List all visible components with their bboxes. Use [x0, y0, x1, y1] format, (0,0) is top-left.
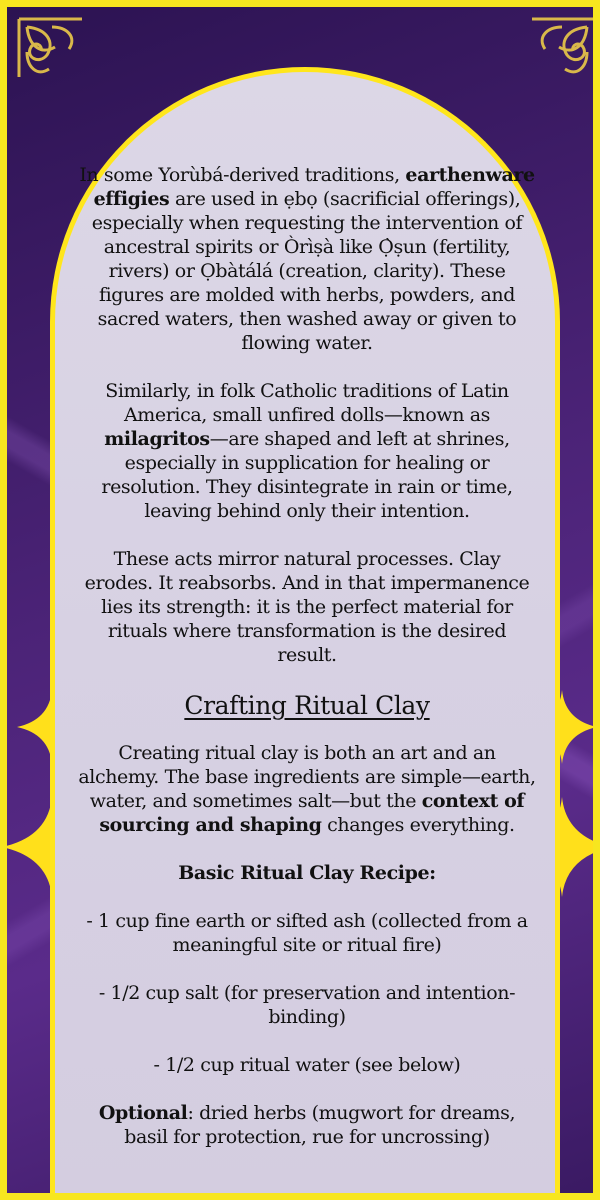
recipe-title: Basic Ritual Clay Recipe:	[178, 862, 436, 884]
text-span: —are shaped and left at shrines, especially in supplication for healing or resolution. They disintegrate in rain or time, leaving behind only their intention.	[101, 428, 513, 522]
corner-ornament-left-icon	[19, 19, 82, 77]
recipe-item-earth: - 1 cup fine earth or sifted ash (collected from a meaningful site or ritual fire)	[86, 910, 528, 956]
corner-ornament-right-icon	[532, 19, 595, 77]
text-span: Creating ritual clay is both an art and an alchemy. The base ingredients are simple—earth, water, and sometimes salt—but the	[78, 742, 536, 812]
paragraph-impermanence: These acts mirror natural processes. Clay erodes. It reabsorbs. And in that impermanence lies its strength: it is the perfect material for rituals where transformation is the desired result.	[84, 548, 530, 666]
recipe-optional	[77, 1101, 537, 1149]
article-content	[77, 163, 537, 1149]
text-span: are used in ẹbọ (sacrificial offerings), especially when requesting the intervention of ancestral spirits or Òrìṣà like Ọ̀ṣun (fertility, rivers) or Ọbàtálá (creation, clarity). These figures are molded with herbs, powders, and sacred waters, then washed away or given to flowing water.	[91, 188, 523, 354]
bold-term: milagritos	[104, 428, 210, 450]
optional-label: Optional	[98, 1102, 188, 1124]
recipe-item-salt: - 1/2 cup salt (for preservation and intention-binding)	[98, 982, 516, 1028]
text-span: In some Yorùbá-derived traditions,	[79, 164, 406, 186]
bold-term: earthenware effigies	[93, 164, 535, 210]
paragraph-crafting	[77, 741, 537, 837]
paragraph-milagritos	[77, 379, 537, 523]
bold-term: context of sourcing and shaping	[99, 790, 525, 836]
paragraph-yoruba	[77, 163, 537, 355]
recipe-item-water: - 1/2 cup ritual water (see below)	[153, 1054, 461, 1076]
text-span: Similarly, in folk Catholic traditions of Latin America, small unfired dolls—known as	[105, 380, 509, 426]
section-heading: Crafting Ritual Clay	[184, 691, 430, 720]
text-span: changes everything.	[321, 814, 515, 836]
optional-text: : dried herbs (mugwort for dreams, basil for protection, rue for uncrossing)	[124, 1102, 516, 1148]
